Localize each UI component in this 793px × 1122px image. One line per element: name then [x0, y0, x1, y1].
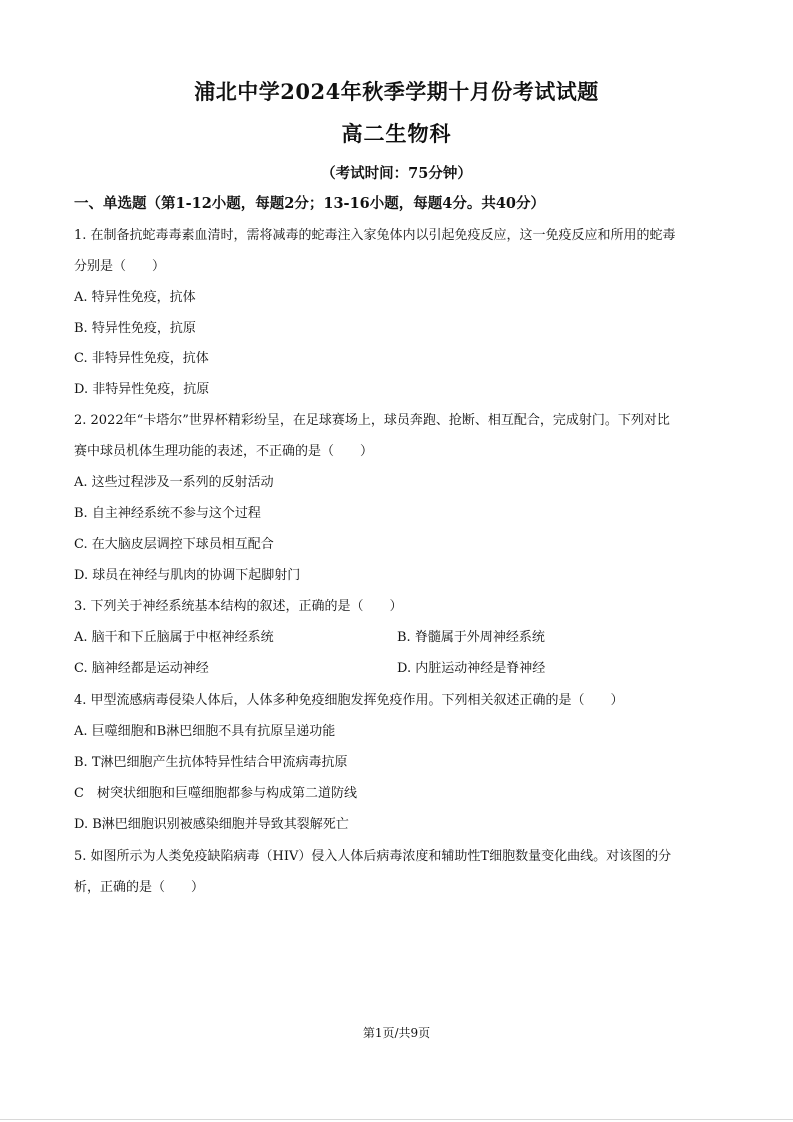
question-4-option-a: A. 巨噬细胞和B淋巴细胞不具有抗原呈递功能 [74, 724, 336, 739]
question-2-stem-line1: 2. 2022年“卡塔尔”世界杯精彩纷呈，在足球赛场上，球员奔跑、抢断、相互配合，完成射门。下列对比 [74, 413, 670, 428]
question-1-option-b: B. 特异性免疫，抗原 [74, 321, 196, 336]
question-4-option-d: D. B淋巴细胞识别被感染细胞并导致其裂解死亡 [74, 817, 349, 832]
question-1-option-c: C. 非特异性免疫，抗体 [74, 351, 209, 366]
question-1-option-a: A. 特异性免疫，抗体 [74, 290, 196, 305]
question-5-stem-line1: 5. 如图所示为人类免疫缺陷病毒（HIV）侵入人体后病毒浓度和辅助性T细胞数量变化曲线。对该图的分 [74, 849, 672, 864]
question-2-option-a: A. 这些过程涉及一系列的反射活动 [74, 475, 274, 490]
question-4-option-c: C 树突状细胞和巨噬细胞都参与构成第二道防线 [74, 786, 357, 801]
question-2-option-d: D. 球员在神经与肌肉的协调下起脚射门 [74, 568, 301, 583]
question-2-option-b: B. 自主神经系统不参与这个过程 [74, 506, 261, 521]
exam-time-note: （考试时间：75分钟） [321, 165, 472, 182]
question-3-option-a: A. 脑干和下丘脑属于中枢神经系统 [74, 630, 274, 645]
section-heading-single-choice: 一、单选题（第1-12小题，每题2分；13-16小题，每题4分。共40分） [74, 195, 546, 212]
page-number: 第1页/共9页 [362, 1026, 431, 1040]
question-2-option-c: C. 在大脑皮层调控下球员相互配合 [74, 537, 274, 552]
question-1-stem-line1: 1. 在制备抗蛇毒毒素血清时，需将减毒的蛇毒注入家兔体内以引起免疫反应，这一免疫反应和所用的蛇毒 [74, 228, 676, 243]
question-2-stem-line2: 赛中球员机体生理功能的表述，不正确的是（ ） [74, 444, 374, 459]
question-3-option-c: C. 脑神经都是运动神经 [74, 661, 209, 676]
question-5-stem-line2: 析，正确的是（ ） [74, 880, 205, 895]
question-4-option-b: B. T淋巴细胞产生抗体特异性结合甲流病毒抗原 [74, 755, 348, 770]
page-bottom-divider [0, 1119, 793, 1120]
subject-title: 高二生物科 [341, 121, 452, 146]
question-3-option-d: D. 内脏运动神经是脊神经 [397, 661, 546, 676]
exam-title: 浦北中学2024年秋季学期十月份考试试题 [194, 79, 599, 104]
question-1-stem-line2: 分别是（ ） [74, 259, 166, 274]
question-3-stem: 3. 下列关于神经系统基本结构的叙述，正确的是（ ） [74, 599, 403, 614]
question-1-option-d: D. 非特异性免疫，抗原 [74, 382, 210, 397]
question-3-option-b: B. 脊髓属于外周神经系统 [397, 630, 545, 645]
question-4-stem: 4. 甲型流感病毒侵染人体后，人体多种免疫细胞发挥免疫作用。下列相关叙述正确的是（ ） [74, 693, 624, 708]
